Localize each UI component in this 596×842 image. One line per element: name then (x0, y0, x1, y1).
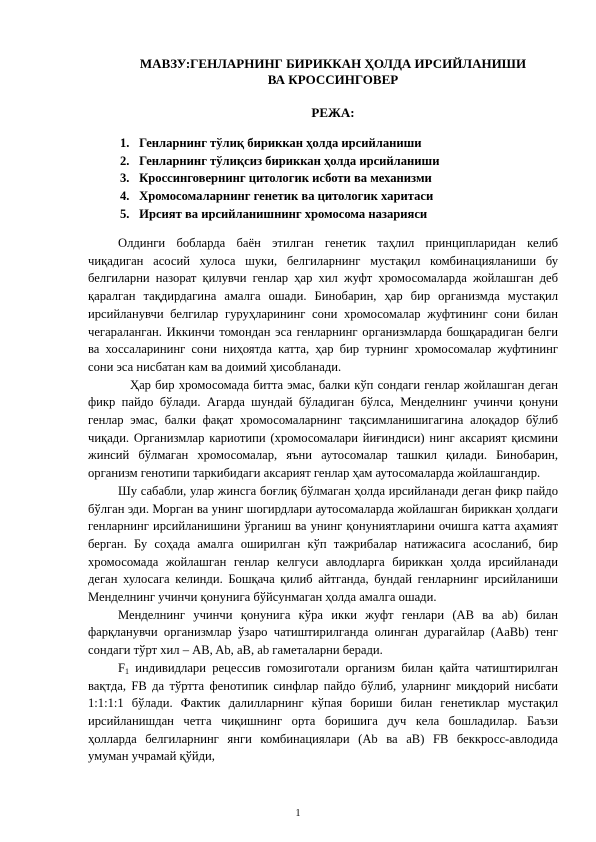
plan-item (120, 153, 560, 171)
plan-item (120, 135, 560, 153)
paragraph-text: индивидлари рецессив гомозиготали организм билан қайта чатиштирилган вақтда, FB да тўртта фенотипик синфлар пайдо бўлиб, уларнинг миқдорий нисбати 1:1:1:1 бўлади. Фактик далилларнинг кўпая бориши билан генетиклар мустақил ирсийланишдан четга чиқишнинг орта боришига дуч кела бошладилар. Баъзи ҳолларда белгиларнинг янги комбинациялари (Ab ва aB) FB беккросс-авлодида умуман учрамай қўйди, (88, 660, 558, 764)
page-number: 1 (295, 808, 301, 819)
plan-item-number: 1. (120, 136, 130, 150)
plan-list (120, 135, 560, 224)
title-line-1: МАВЗУ:ГЕНЛАРНИНГ БИРИККАН ҲОЛДА ИРСИЙЛАНИШИ (139, 56, 527, 71)
body-text (88, 235, 558, 766)
plan-item-text: Хромосомаларнинг генетик ва цитологик харитаси (139, 189, 434, 204)
plan-item-number: 5. (120, 206, 130, 221)
plan-item-number: 4. (120, 189, 130, 204)
generation-subscript: 1 (125, 666, 130, 676)
paragraph: Шу сабабли, улар жинсга боғлиқ бўлмаган ҳолда ирсийланади деган фикр пайдо бўлган эди. Морган ва унинг шогирдлари аутосомаларда жойлашган бириккан ҳолдаги генларнинг ирсийланишини ўрганиш ва унинг қонуниятларини очишга катта аҳамият берган. Бу соҳада амалга оширилган кўп тажрибалар натижасига асосланиб, бир хромосомада жойлашган генлар келгуси авлодларга бириккан ҳолда ирсийланади деган хулосага келинди. Бошқача қилиб айтганда, бундай генларнинг ирсийланиши Менделнинг учинчи қонунига бўйсунмаган ҳолда амалга ошади. (88, 483, 558, 605)
plan-item-text: Кроссинговернинг цитологик исботи ва механизми (139, 171, 432, 186)
plan-item-text: Генларнинг тўлиқсиз бириккан ҳолда ирсийланиши (139, 153, 440, 168)
plan-heading: РЕЖА: (311, 105, 355, 120)
title-line-2: ВА КРОССИНГОВЕР (267, 72, 399, 87)
plan-item (120, 188, 560, 206)
page-title (90, 56, 576, 88)
paragraph (88, 660, 558, 766)
plan-item-text: Ирсият ва ирсийланишнинг хромосома назарияси (139, 206, 428, 221)
plan-item (120, 170, 560, 188)
plan-item-text: Генларнинг тўлиқ бириккан ҳолда ирсийланиши (139, 136, 422, 150)
generation-symbol: F (118, 660, 126, 675)
plan-item-number: 2. (120, 153, 130, 168)
plan-item-number: 3. (120, 171, 130, 186)
paragraph: Менделнинг учинчи қонунига кўра икки жуфт генлари (AB ва ab) билан фарқланувчи организмлар ўзаро чатиштирилганда олинган дурагайлар (AaBb) тенг сондаги тўрт хил – AB, Ab, aB, ab гаметаларни беради. (88, 607, 558, 658)
paragraph: Ҳар бир хромосомада битта эмас, балки кўп сондаги генлар жойлашган деган фикр пайдо бўлади. Агарда шундай бўладиган бўлса, Менделнинг учинчи қонуни генлар эмас, балки фақат хромосомаларнинг тақсимланишигагина алоқадор бўлиб чиқади. Организмлар кариотипи (хромосомалари йиғиндиси) нинг аксарият қисмини жинсий бўлмаган хромосомалар, яъни аутосомалар ташкил қилади. Бинобарин, организм генотипи таркибидаги аксарият генлар ҳам аутосомаларда жойлашгандир. (88, 377, 558, 481)
plan-item (120, 206, 560, 224)
paragraph: Олдинги бобларда баён этилган генетик таҳлил принципларидан келиб чиқадиган асосий хулоса шуки, белгиларнинг мустақил комбинацияланиши бу белгиларни назорат қилувчи генлар ҳар хил жуфт хромосомаларда жойлашган деб қаралган тақдирдагина амалга ошади. Бинобарин, ҳар бир организмда мустақил ирсийланувчи белгилар гуруҳларининг сони хромосомалар жуфтининг сони билан чегараланган. Иккинчи томондан эса генларнинг организмларда бошқарадиган белги ва хоссаларининг сони ниҳоятда катта, ҳар бир турнинг хромосомалар жуфтининг сони эса нисбатан кам ва доимий ҳисобланади. (88, 236, 558, 374)
